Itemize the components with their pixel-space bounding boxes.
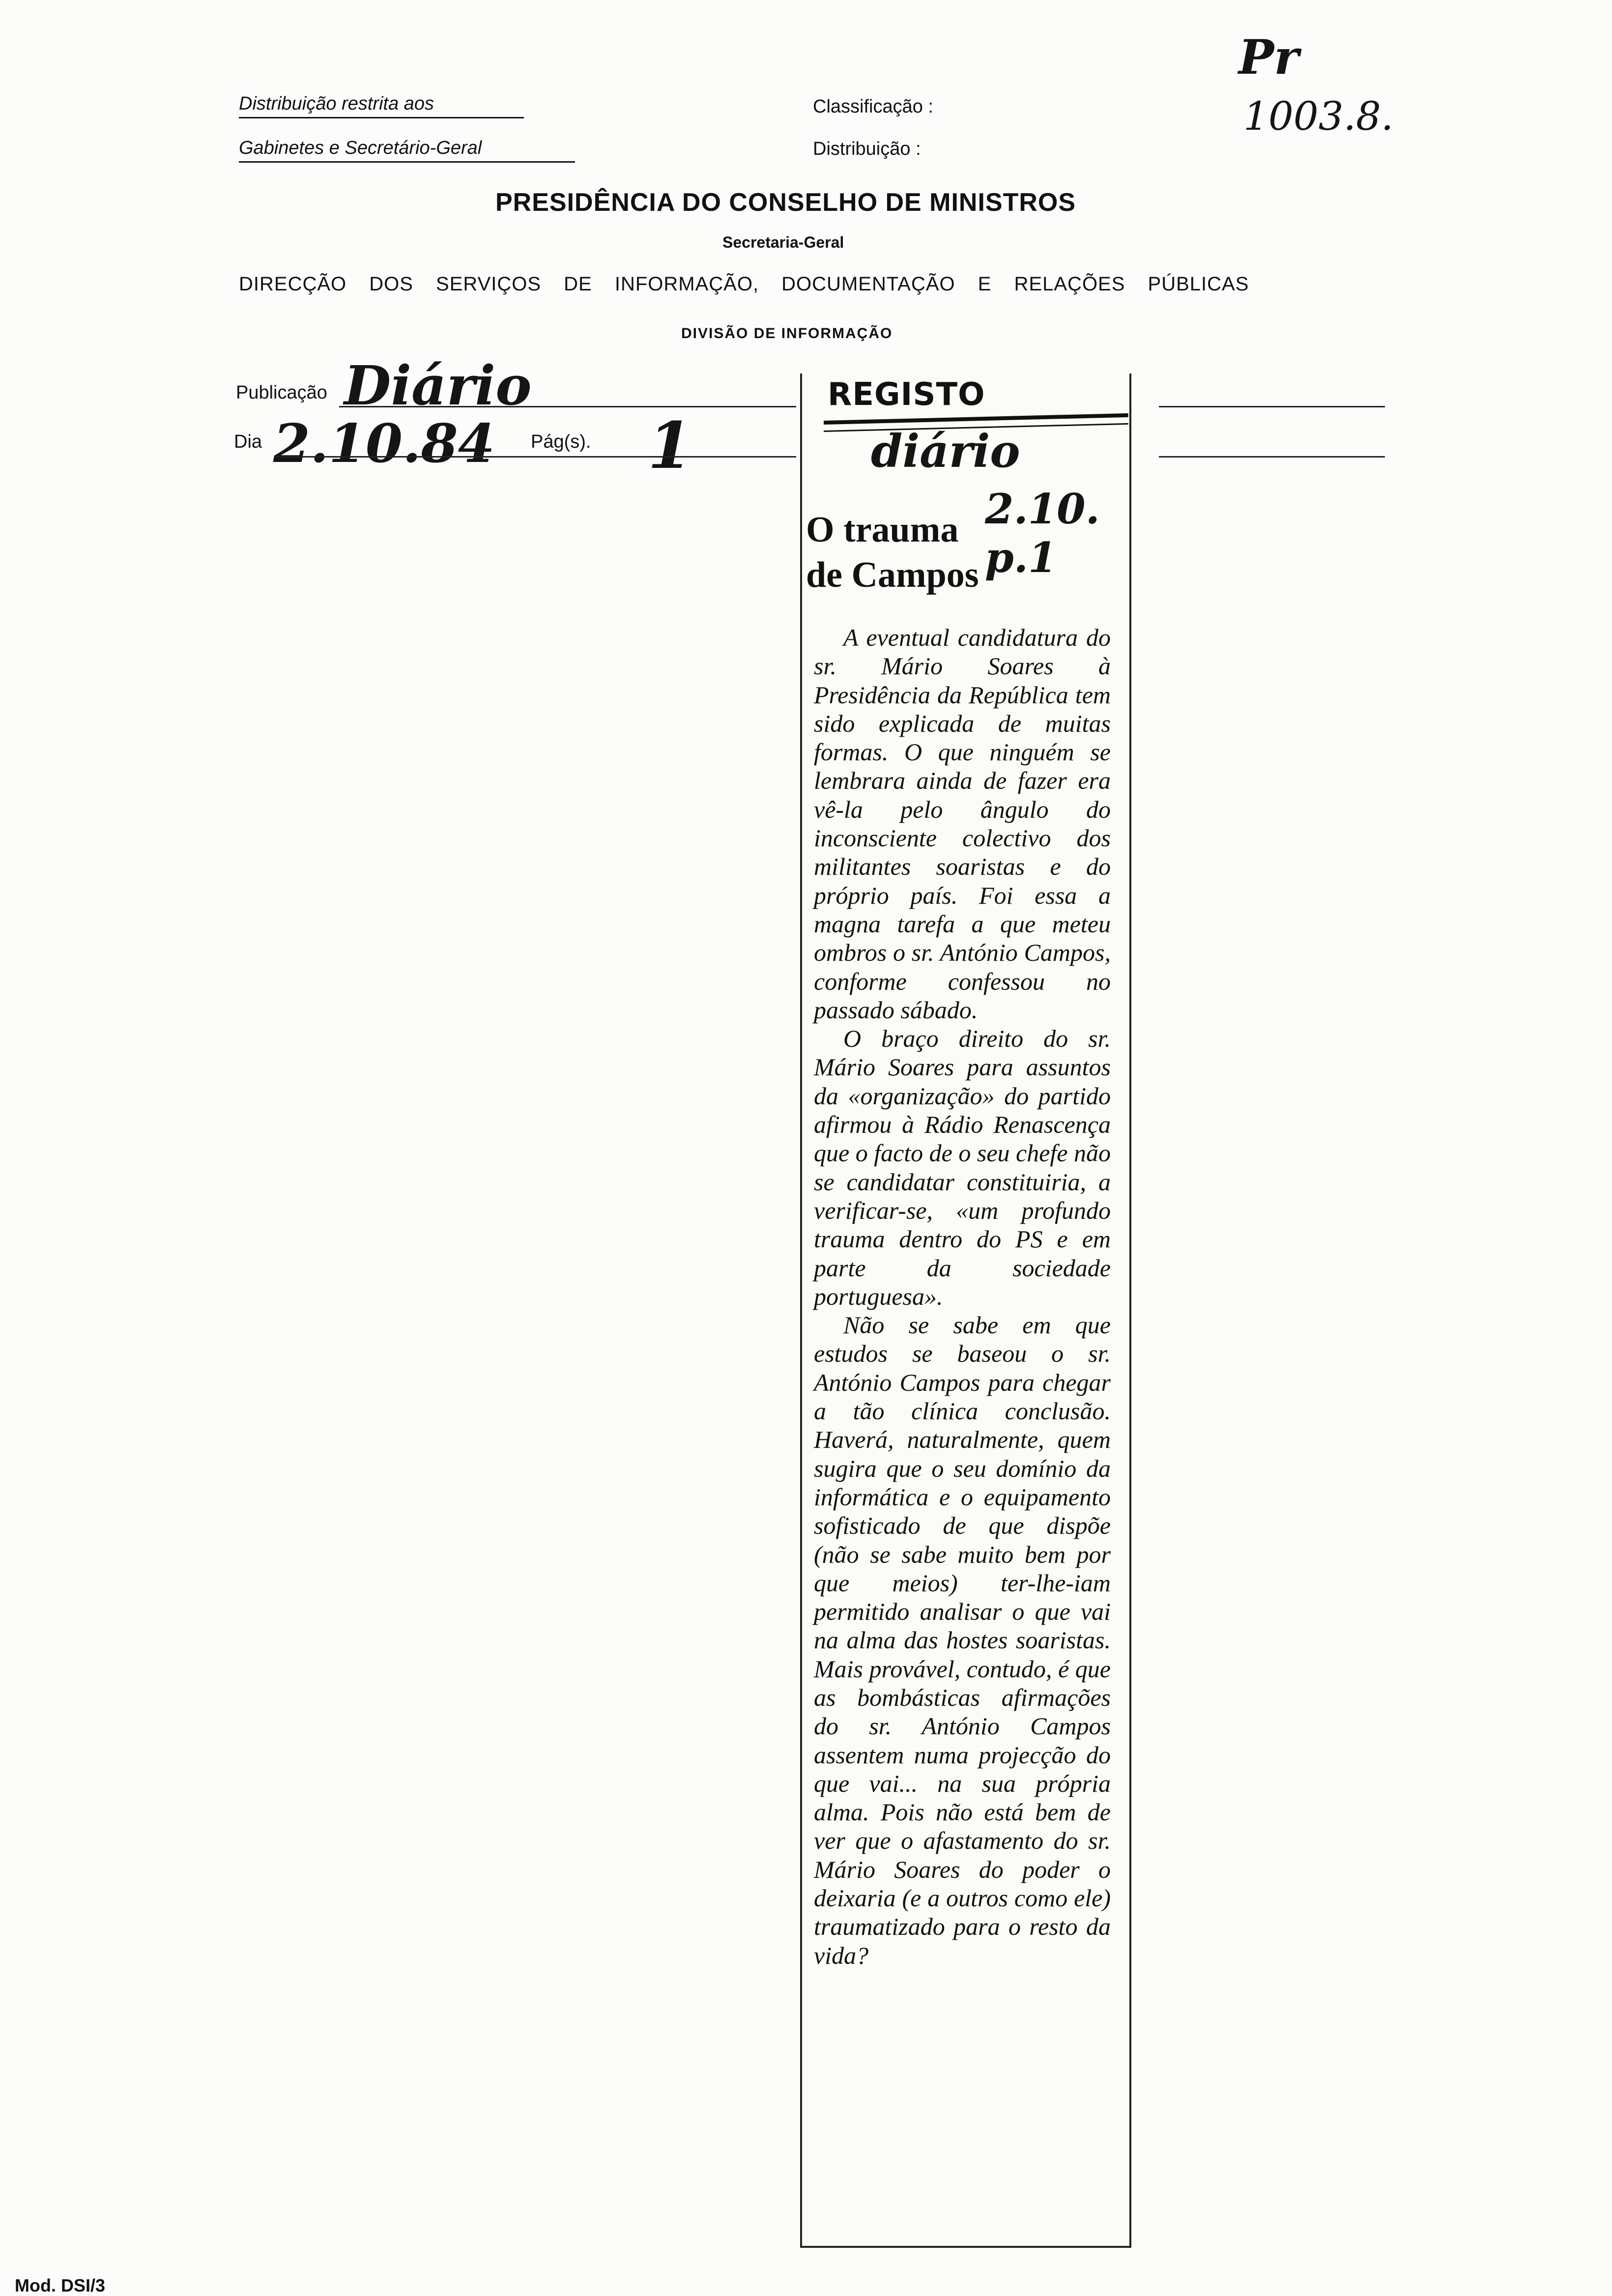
handwritten-corner-number: 1003.8. [1243, 93, 1394, 139]
underline-1 [239, 117, 524, 118]
publication-handwritten-value: Diário [344, 354, 532, 417]
day-handwritten-value: 2.10.84 [273, 413, 495, 475]
article-body [814, 623, 1111, 1970]
pages-handwritten-value: 1 [648, 408, 692, 483]
article-paragraph: A eventual candidatura do sr. Mário Soares à Presidência da República tem sido explicada de muitas formas. O que ninguém se lembrara ainda de fazer era vê-la pelo ângulo do inconsciente colectivo dos militantes soaristas e do próprio país. Foi essa a magna tarefa a que meteu ombros o sr. António Campos, conforme confessou no passado sábado. [814, 624, 1111, 1024]
underline-2 [239, 161, 575, 163]
right-rule-2 [1159, 456, 1385, 458]
distribution-restriction-line2: Gabinetes e Secretário-Geral [239, 138, 482, 158]
pages-label: Pág(s). [531, 431, 591, 452]
section-rule-thick [824, 413, 1128, 425]
form-code: Mod. DSI/3 [15, 2275, 106, 2296]
right-rule-1 [1159, 406, 1385, 407]
handwritten-corner-note: Pr [1238, 29, 1299, 85]
article-headline-line1: O trauma [806, 510, 959, 550]
publication-label: Publicação [236, 382, 327, 403]
handwritten-reference: 2.10. p.1 [985, 485, 1100, 582]
publication-underline [339, 406, 796, 407]
section-heading: REGISTO [828, 376, 985, 413]
article-paragraph: Não se sabe em que estudos se baseou o sr. António Campos para chegar a tão clínica conclusão. Haverá, naturalmente, quem sugira que o seu domínio da informática e o equipamento sofisticado de que dispõe (não se sabe muito bem por que meios) ter-lhe-iam permitido analisar o que vai na alma das hostes soaristas. Mais provável, contudo, é que as bombásticas afirmações do sr. António Campos assentem numa projecção do que vai... na sua própria alma. Pois não está bem de ver que o afastamento do sr. Mário Soares do poder o deixaria (e a outros como ele) traumatizado para o resto da vida? [814, 1311, 1111, 1969]
page-title: PRESIDÊNCIA DO CONSELHO DE MINISTROS [495, 188, 1076, 217]
classification-label: Classificação : [813, 96, 933, 117]
handwritten-source: diário [871, 425, 1020, 478]
day-underline [275, 456, 796, 458]
division-label: DIVISÃO DE INFORMAÇÃO [681, 325, 893, 342]
article-paragraph: O braço direito do sr. Mário Soares para assuntos da «organização» do partido afirmou à Rádio Renascença que o facto de o seu chefe não se candidatar constituiria, a verificar-se, «um profundo trauma dentro do PS e em parte da sociedade portuguesa». [814, 1025, 1111, 1310]
newspaper-clipping [800, 373, 1131, 2248]
day-label: Dia [234, 431, 262, 452]
article-headline-line2: de Campos [806, 555, 979, 595]
distribution-label: Distribuição : [813, 139, 921, 159]
department-line: DIRECÇÃO DOS SERVIÇOS DE INFORMAÇÃO, DOCUMENTAÇÃO E RELAÇÕES PÚBLICAS [239, 273, 1249, 295]
page-subtitle: Secretaria-Geral [722, 233, 844, 251]
distribution-restriction-line1: Distribuição restrita aos [239, 93, 434, 114]
